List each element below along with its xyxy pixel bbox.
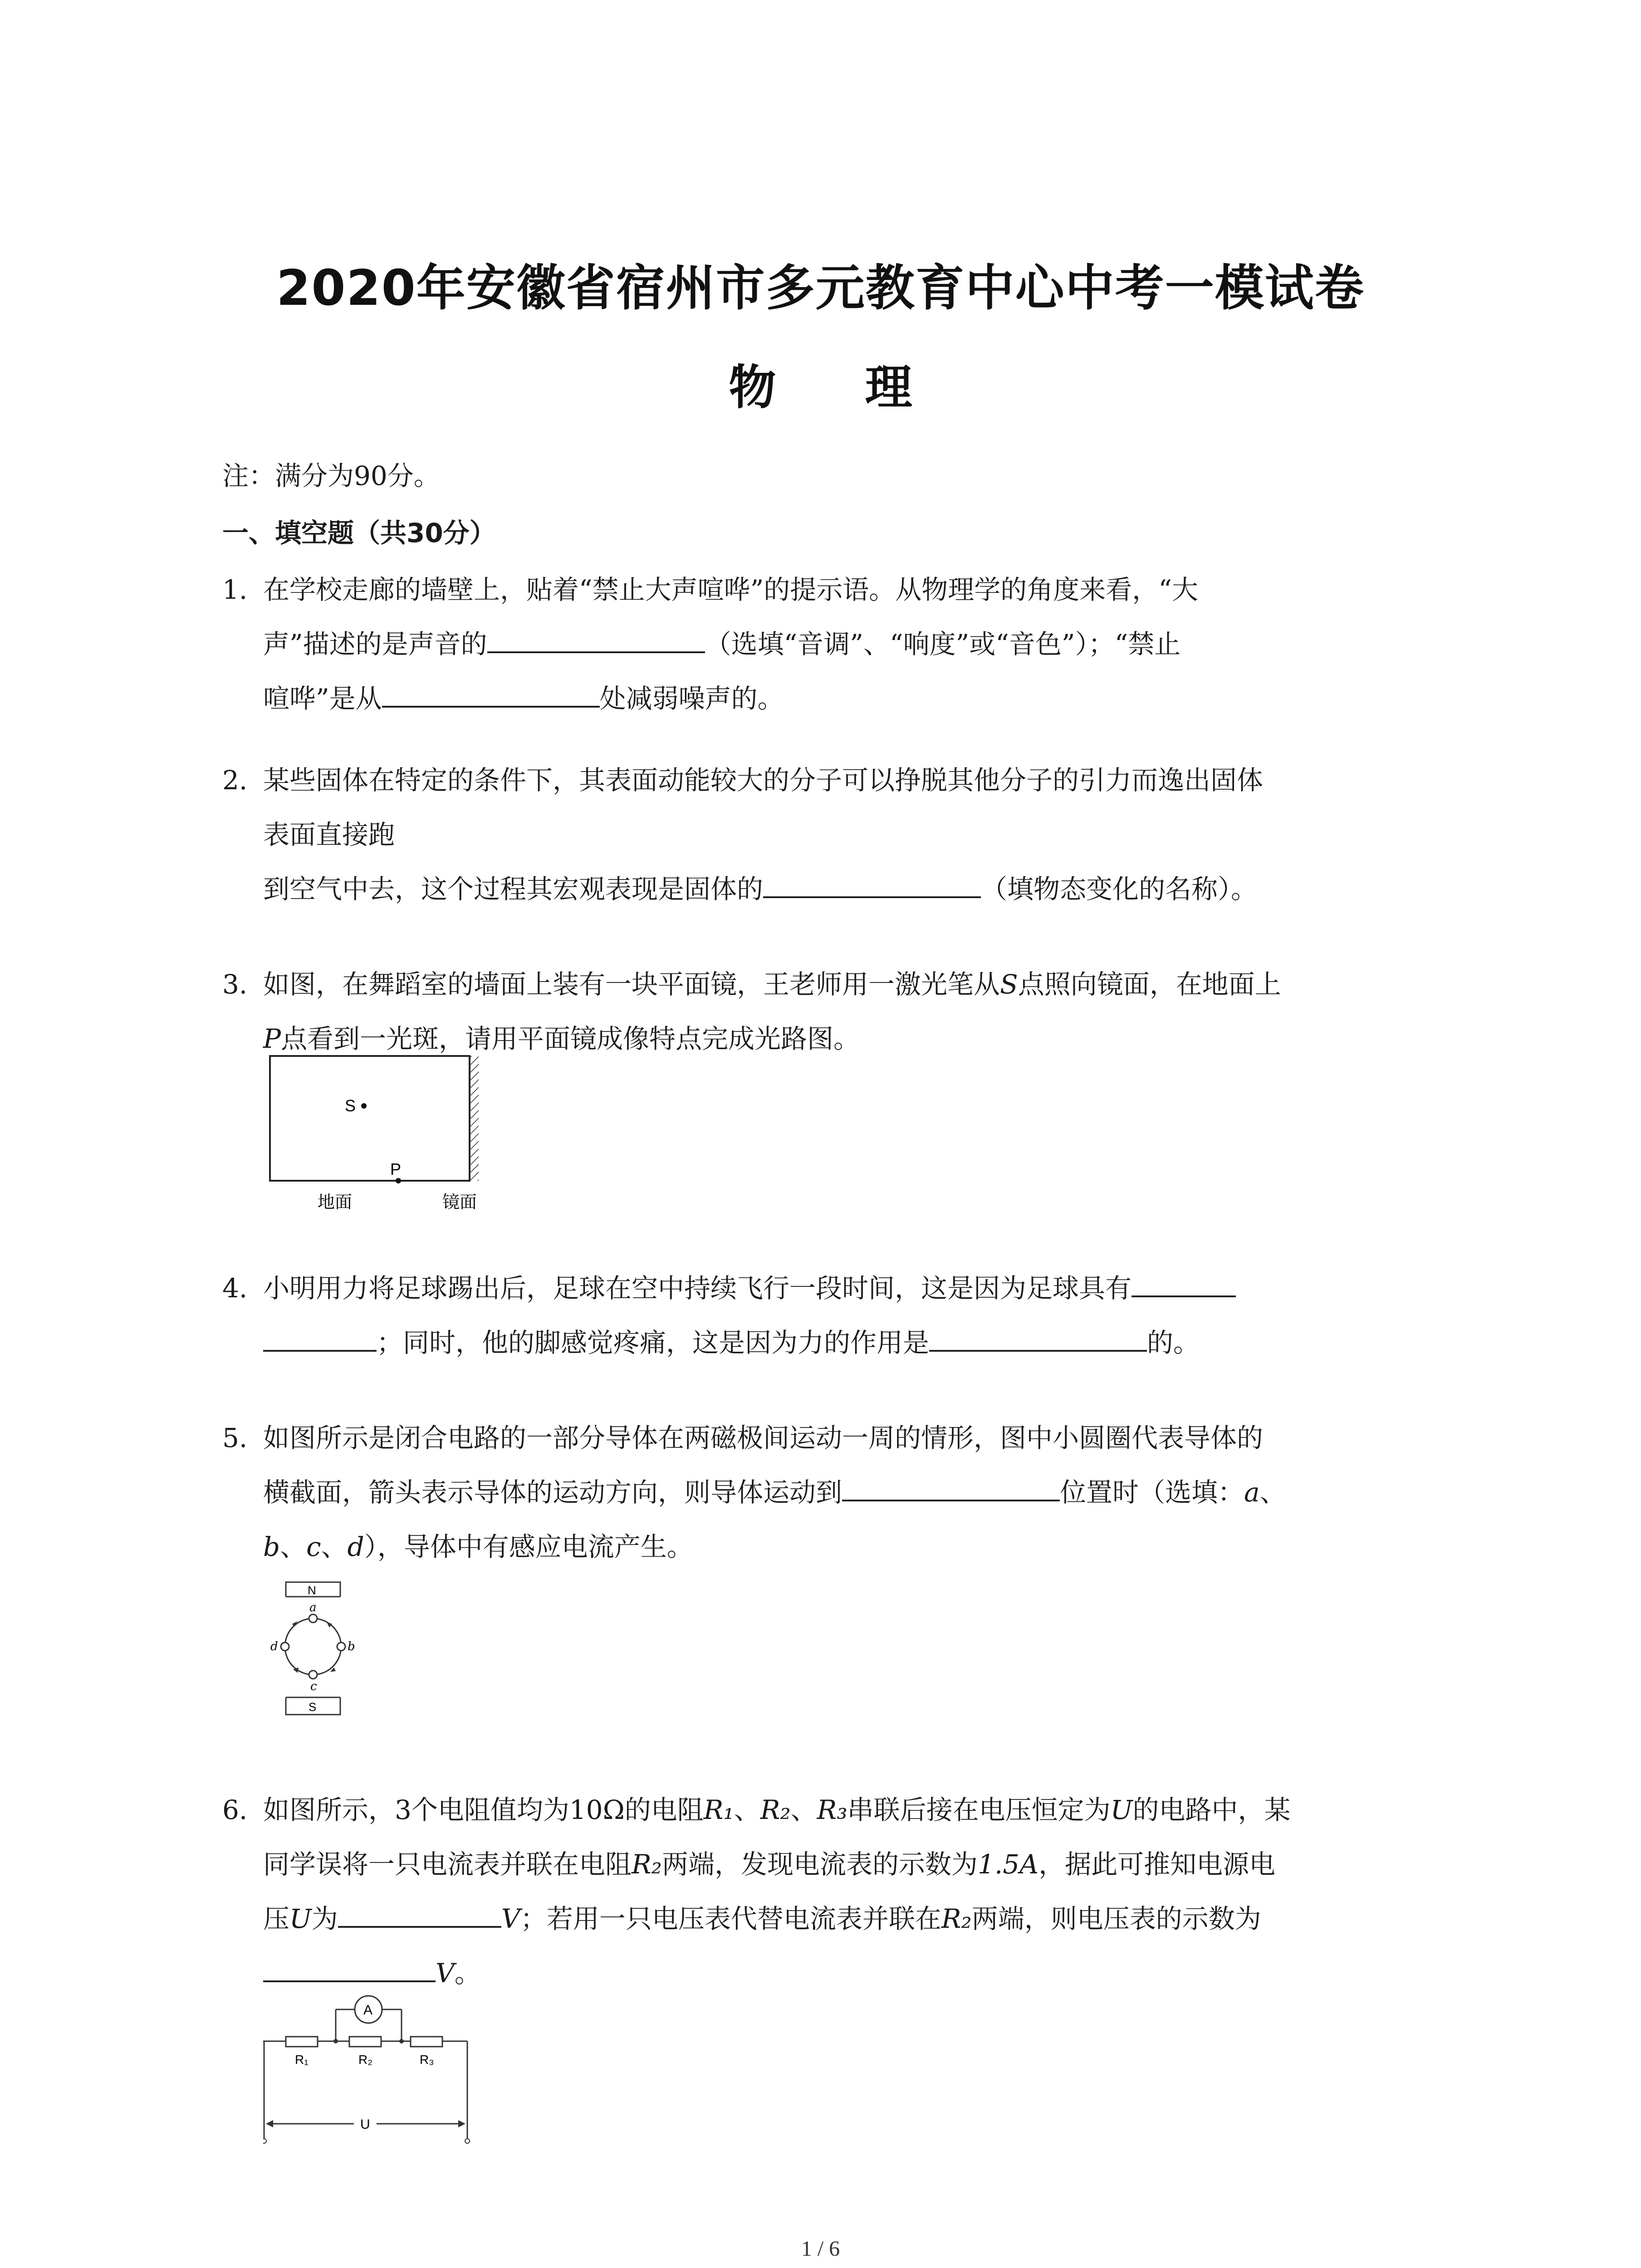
r3-symbol: R₃ bbox=[817, 1794, 847, 1825]
question-number: 1. bbox=[222, 574, 248, 605]
question-2 bbox=[222, 753, 1447, 916]
question-5 bbox=[222, 1411, 1447, 1574]
north-pole-label: N bbox=[308, 1584, 316, 1597]
question-text: 的。 bbox=[1147, 1327, 1200, 1358]
question-text: 表面直接跑 bbox=[263, 819, 395, 850]
conductor-c bbox=[309, 1671, 317, 1679]
volt-unit: V bbox=[501, 1903, 520, 1934]
question-text: 声”描述的是声音的 bbox=[263, 629, 487, 660]
question-text: 两端，则电压表的示数为 bbox=[971, 1903, 1261, 1934]
question-number: 2. bbox=[222, 765, 248, 796]
room-outline bbox=[270, 1056, 470, 1181]
question-text: 横截面，箭头表示导体的运动方向，则导体运动到 bbox=[263, 1477, 843, 1508]
point-p bbox=[396, 1178, 401, 1183]
question-text: 同学误将一只电流表并联在电阻 bbox=[263, 1849, 632, 1880]
separator: 、 bbox=[790, 1794, 817, 1825]
r1-label: R₁ bbox=[295, 2053, 309, 2067]
resistor-r3 bbox=[411, 2037, 442, 2047]
question-text: 在学校走廊的墙壁上，贴着“禁止大声喧哗”的提示语。从物理学的角度来看，“大 bbox=[263, 574, 1198, 605]
r3-label: R₃ bbox=[420, 2053, 434, 2067]
question-text: 点照向镜面，在地面上 bbox=[1018, 969, 1281, 1000]
score-note: 注：满分为90分。 bbox=[222, 460, 440, 491]
south-pole-label: S bbox=[309, 1700, 317, 1714]
r2-symbol: R₂ bbox=[941, 1903, 972, 1934]
question-text: 喧哗”是从 bbox=[263, 683, 382, 714]
ammeter-label: A bbox=[363, 2003, 373, 2018]
separator: 、 bbox=[321, 1531, 348, 1562]
question-text: 位置时（选填： bbox=[1060, 1477, 1244, 1508]
label-a: a bbox=[309, 1601, 317, 1614]
r2-label: R₂ bbox=[358, 2053, 373, 2067]
section-heading: 一、填空题（共30分） bbox=[222, 518, 496, 548]
question-text: ；同时，他的脚感觉疼痛，这是因为力的作用是 bbox=[377, 1327, 930, 1358]
fig-s-label: S bbox=[345, 1096, 356, 1115]
question-text: 两端，发现电流表的示数为 bbox=[661, 1849, 978, 1880]
question-text: 点看到一光斑，请用平面镜成像特点完成光路图。 bbox=[281, 1023, 860, 1054]
question-text: （选填“音调”、“响度”或“音色”）；“禁止 bbox=[705, 629, 1181, 660]
subject-title: 物 理 bbox=[729, 360, 949, 415]
answer-blank[interactable] bbox=[263, 1953, 436, 1982]
conductor-d bbox=[281, 1642, 289, 1651]
question-text: 为 bbox=[311, 1903, 338, 1934]
question-1 bbox=[222, 562, 1447, 726]
question-number: 4. bbox=[222, 1273, 248, 1304]
question-text: 压 bbox=[263, 1903, 290, 1934]
question-number: 6. bbox=[222, 1794, 248, 1825]
mirror-hatch bbox=[470, 1056, 479, 1181]
motion-path bbox=[285, 1618, 341, 1675]
question-text: ，据此可推知电源电 bbox=[1038, 1849, 1276, 1880]
answer-blank[interactable] bbox=[842, 1472, 1060, 1501]
r2-symbol: R₂ bbox=[632, 1849, 662, 1880]
question-4 bbox=[222, 1261, 1447, 1370]
page-number: 1 / 6 bbox=[801, 2237, 840, 2261]
answer-blank[interactable] bbox=[263, 1323, 377, 1352]
r2-symbol: R₂ bbox=[760, 1794, 791, 1825]
question-text: ），导体中有感应电流产生。 bbox=[364, 1531, 693, 1562]
conductor-a bbox=[309, 1614, 317, 1623]
magnet-figure bbox=[254, 1579, 363, 1728]
label-c: c bbox=[310, 1680, 317, 1693]
resistor-r2 bbox=[349, 2037, 381, 2047]
resistor-r1 bbox=[286, 2037, 318, 2047]
answer-blank[interactable] bbox=[763, 869, 981, 898]
separator: 、 bbox=[280, 1531, 307, 1562]
question-text: 如图所示，3个电阻值均为10Ω的电阻 bbox=[263, 1794, 704, 1825]
answer-blank[interactable] bbox=[338, 1899, 501, 1928]
fig-p-label: P bbox=[390, 1160, 402, 1178]
question-number: 5. bbox=[222, 1422, 248, 1453]
point-s-label: S bbox=[1000, 969, 1018, 1000]
question-text: 如图，在舞蹈室的墙面上装有一块平面镜，王老师用一激光笔从 bbox=[263, 969, 1000, 1000]
label-d: d bbox=[270, 1640, 278, 1653]
separator: 、 bbox=[734, 1794, 760, 1825]
question-text: （填物态变化的名称）。 bbox=[981, 874, 1258, 904]
question-6 bbox=[222, 1783, 1447, 2000]
option-b: b bbox=[263, 1531, 280, 1562]
ammeter-reading: 1.5A bbox=[977, 1849, 1039, 1880]
mirror-label: 镜面 bbox=[442, 1193, 477, 1212]
u-symbol: U bbox=[1110, 1794, 1133, 1825]
u-symbol: U bbox=[289, 1903, 312, 1934]
question-text: ；若用一只电压表代替电流表并联在 bbox=[520, 1903, 941, 1934]
question-text: 如图所示是闭合电路的一部分导体在两磁极间运动一周的情形，图中小圆圈代表导体的 bbox=[263, 1422, 1264, 1453]
point-s bbox=[361, 1103, 367, 1109]
question-text: 的电路中，某 bbox=[1132, 1794, 1291, 1825]
question-text: 某些固体在特定的条件下，其表面动能较大的分子可以挣脱其他分子的引力而逸出固体 bbox=[263, 765, 1264, 796]
question-text: 串联后接在电压恒定为 bbox=[847, 1794, 1111, 1825]
question-text: 小明用力将足球踢出后，足球在空中持续飞行一段时间，这是因为足球具有 bbox=[263, 1273, 1132, 1304]
option-d: d bbox=[347, 1531, 364, 1562]
ground-label: 地面 bbox=[318, 1193, 353, 1212]
answer-blank[interactable] bbox=[487, 624, 705, 653]
question-3 bbox=[222, 957, 1447, 1066]
circuit-figure bbox=[263, 1991, 476, 2146]
question-text: 处减弱噪声的。 bbox=[599, 683, 784, 714]
answer-blank[interactable] bbox=[929, 1323, 1147, 1352]
question-text: 到空气中去，这个过程其宏观表现是固体的 bbox=[263, 874, 764, 904]
exam-title: 2020年安徽省宿州市多元教育中心中考一模试卷 bbox=[276, 260, 1365, 317]
answer-blank[interactable] bbox=[382, 679, 600, 708]
option-c: c bbox=[306, 1531, 321, 1562]
voltage-label: U bbox=[360, 2117, 370, 2132]
separator: 、 bbox=[1259, 1477, 1286, 1508]
volt-unit: V bbox=[436, 1958, 455, 1989]
question-text: 。 bbox=[454, 1958, 481, 1989]
point-p-label: P bbox=[263, 1023, 281, 1054]
conductor-b bbox=[337, 1642, 345, 1651]
option-a: a bbox=[1244, 1477, 1260, 1508]
answer-blank[interactable] bbox=[1132, 1268, 1236, 1297]
question-number: 3. bbox=[222, 969, 248, 1000]
mirror-room-figure bbox=[268, 1051, 485, 1219]
r1-symbol: R₁ bbox=[703, 1794, 734, 1825]
label-b: b bbox=[348, 1640, 355, 1653]
